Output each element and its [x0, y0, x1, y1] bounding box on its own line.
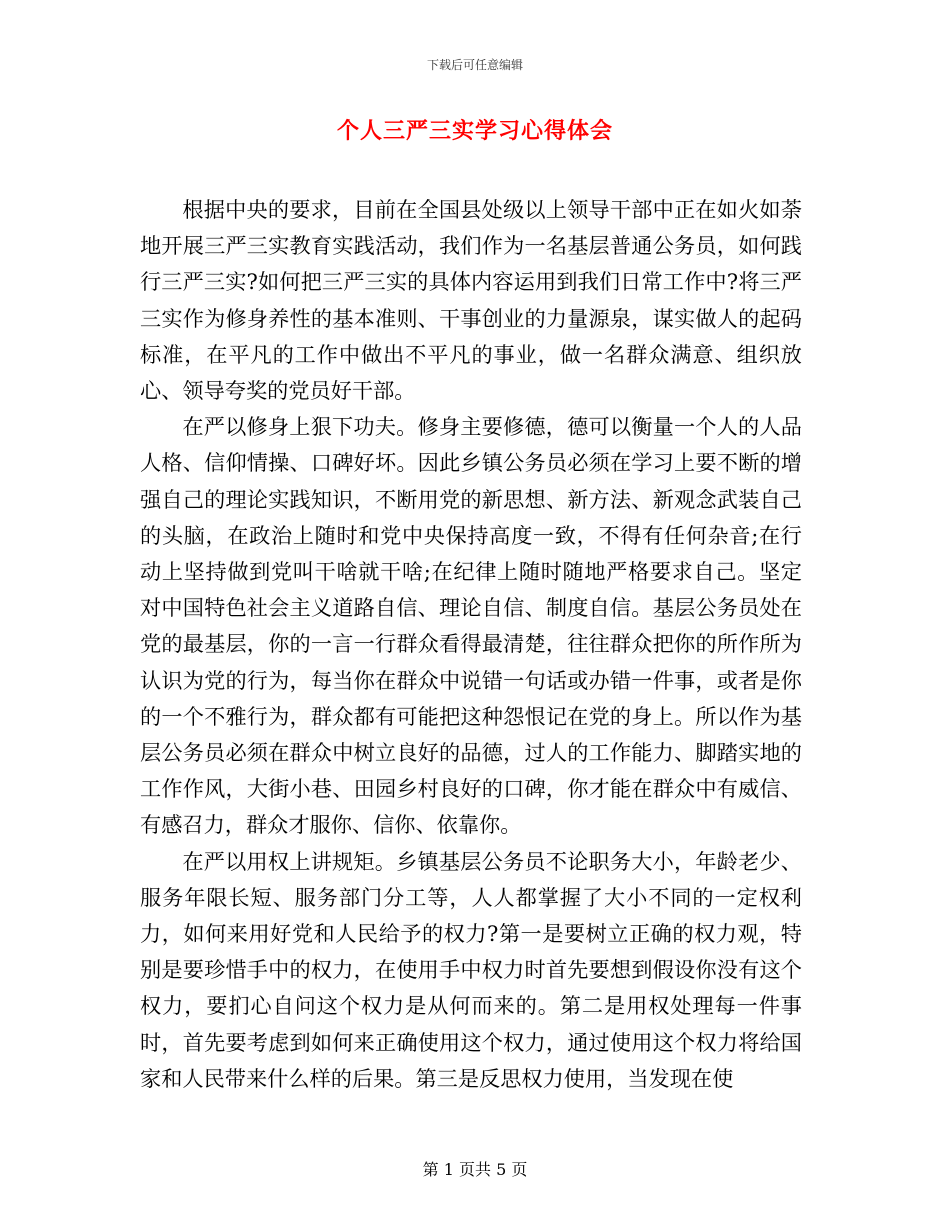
- document-body: [140, 192, 802, 1097]
- paragraph-self-cultivation: 在严以修身上狠下功夫。修身主要修德，德可以衡量一个人的人品人格、信仰情操、口碑好坏。因此乡镇公务员必须在学习上要不断的增强自己的理论实践知识，不断用党的新思想、新方法、新观念武装自己的头脑，在政治上随时和党中央保持高度一致，不得有任何杂音;在行动上坚持做到党叫干啥就干啥;在纪律上随时随地严格要求自己。坚定对中国特色社会主义道路自信、理论自信、制度自信。基层公务员处在党的最基层，你的一言一行群众看得最清楚，往往群众把你的所作所为认识为党的行为，每当你在群众中说错一句话或办错一件事，或者是你的一个不雅行为，群众都有可能把这种怨恨记在党的身上。所以作为基层公务员必须在群众中树立良好的品德，过人的工作能力、脚踏实地的工作作风，大街小巷、田园乡村良好的口碑，你才能在群众中有威信、有感召力，群众才服你、信你、依靠你。: [140, 414, 802, 838]
- page-header-note: 下载后可任意编辑: [426, 58, 523, 72]
- document-title: 个人三严三实学习心得体会: [336, 118, 613, 144]
- page-number: 第 1 页共 5 页: [422, 1160, 528, 1179]
- paragraph-intro: 根据中央的要求，目前在全国县处级以上领导干部中正在如火如荼地开展三严三实教育实践活动，我们作为一名基层普通公务员，如何践行三严三实?如何把三严三实的具体内容运用到我们日常工作中?将三严三实作为修身养性的基本准则、干事创业的力量源泉，谋实做人的起码标准，在平凡的工作中做出不平凡的事业，做一名群众满意、组织放心、领导夸奖的党员好干部。: [140, 197, 802, 404]
- paragraph-use-of-power: 在严以用权上讲规矩。乡镇基层公务员不论职务大小，年龄老少、服务年限长短、服务部门分工等，人人都掌握了大小不同的一定权利力，如何来用好党和人民给予的权力?第一是要树立正确的权力观，特别是要珍惜手中的权力，在使用手中权力时首先要想到假设你没有这个权力，要扪心自问这个权力是从何而来的。第二是用权处理每一件事时，首先要考虑到如何来正确使用这个权力，通过使用这个权力将给国家和人民带来什么样的后果。第三是反思权力使用，当发现在使: [140, 848, 802, 1091]
